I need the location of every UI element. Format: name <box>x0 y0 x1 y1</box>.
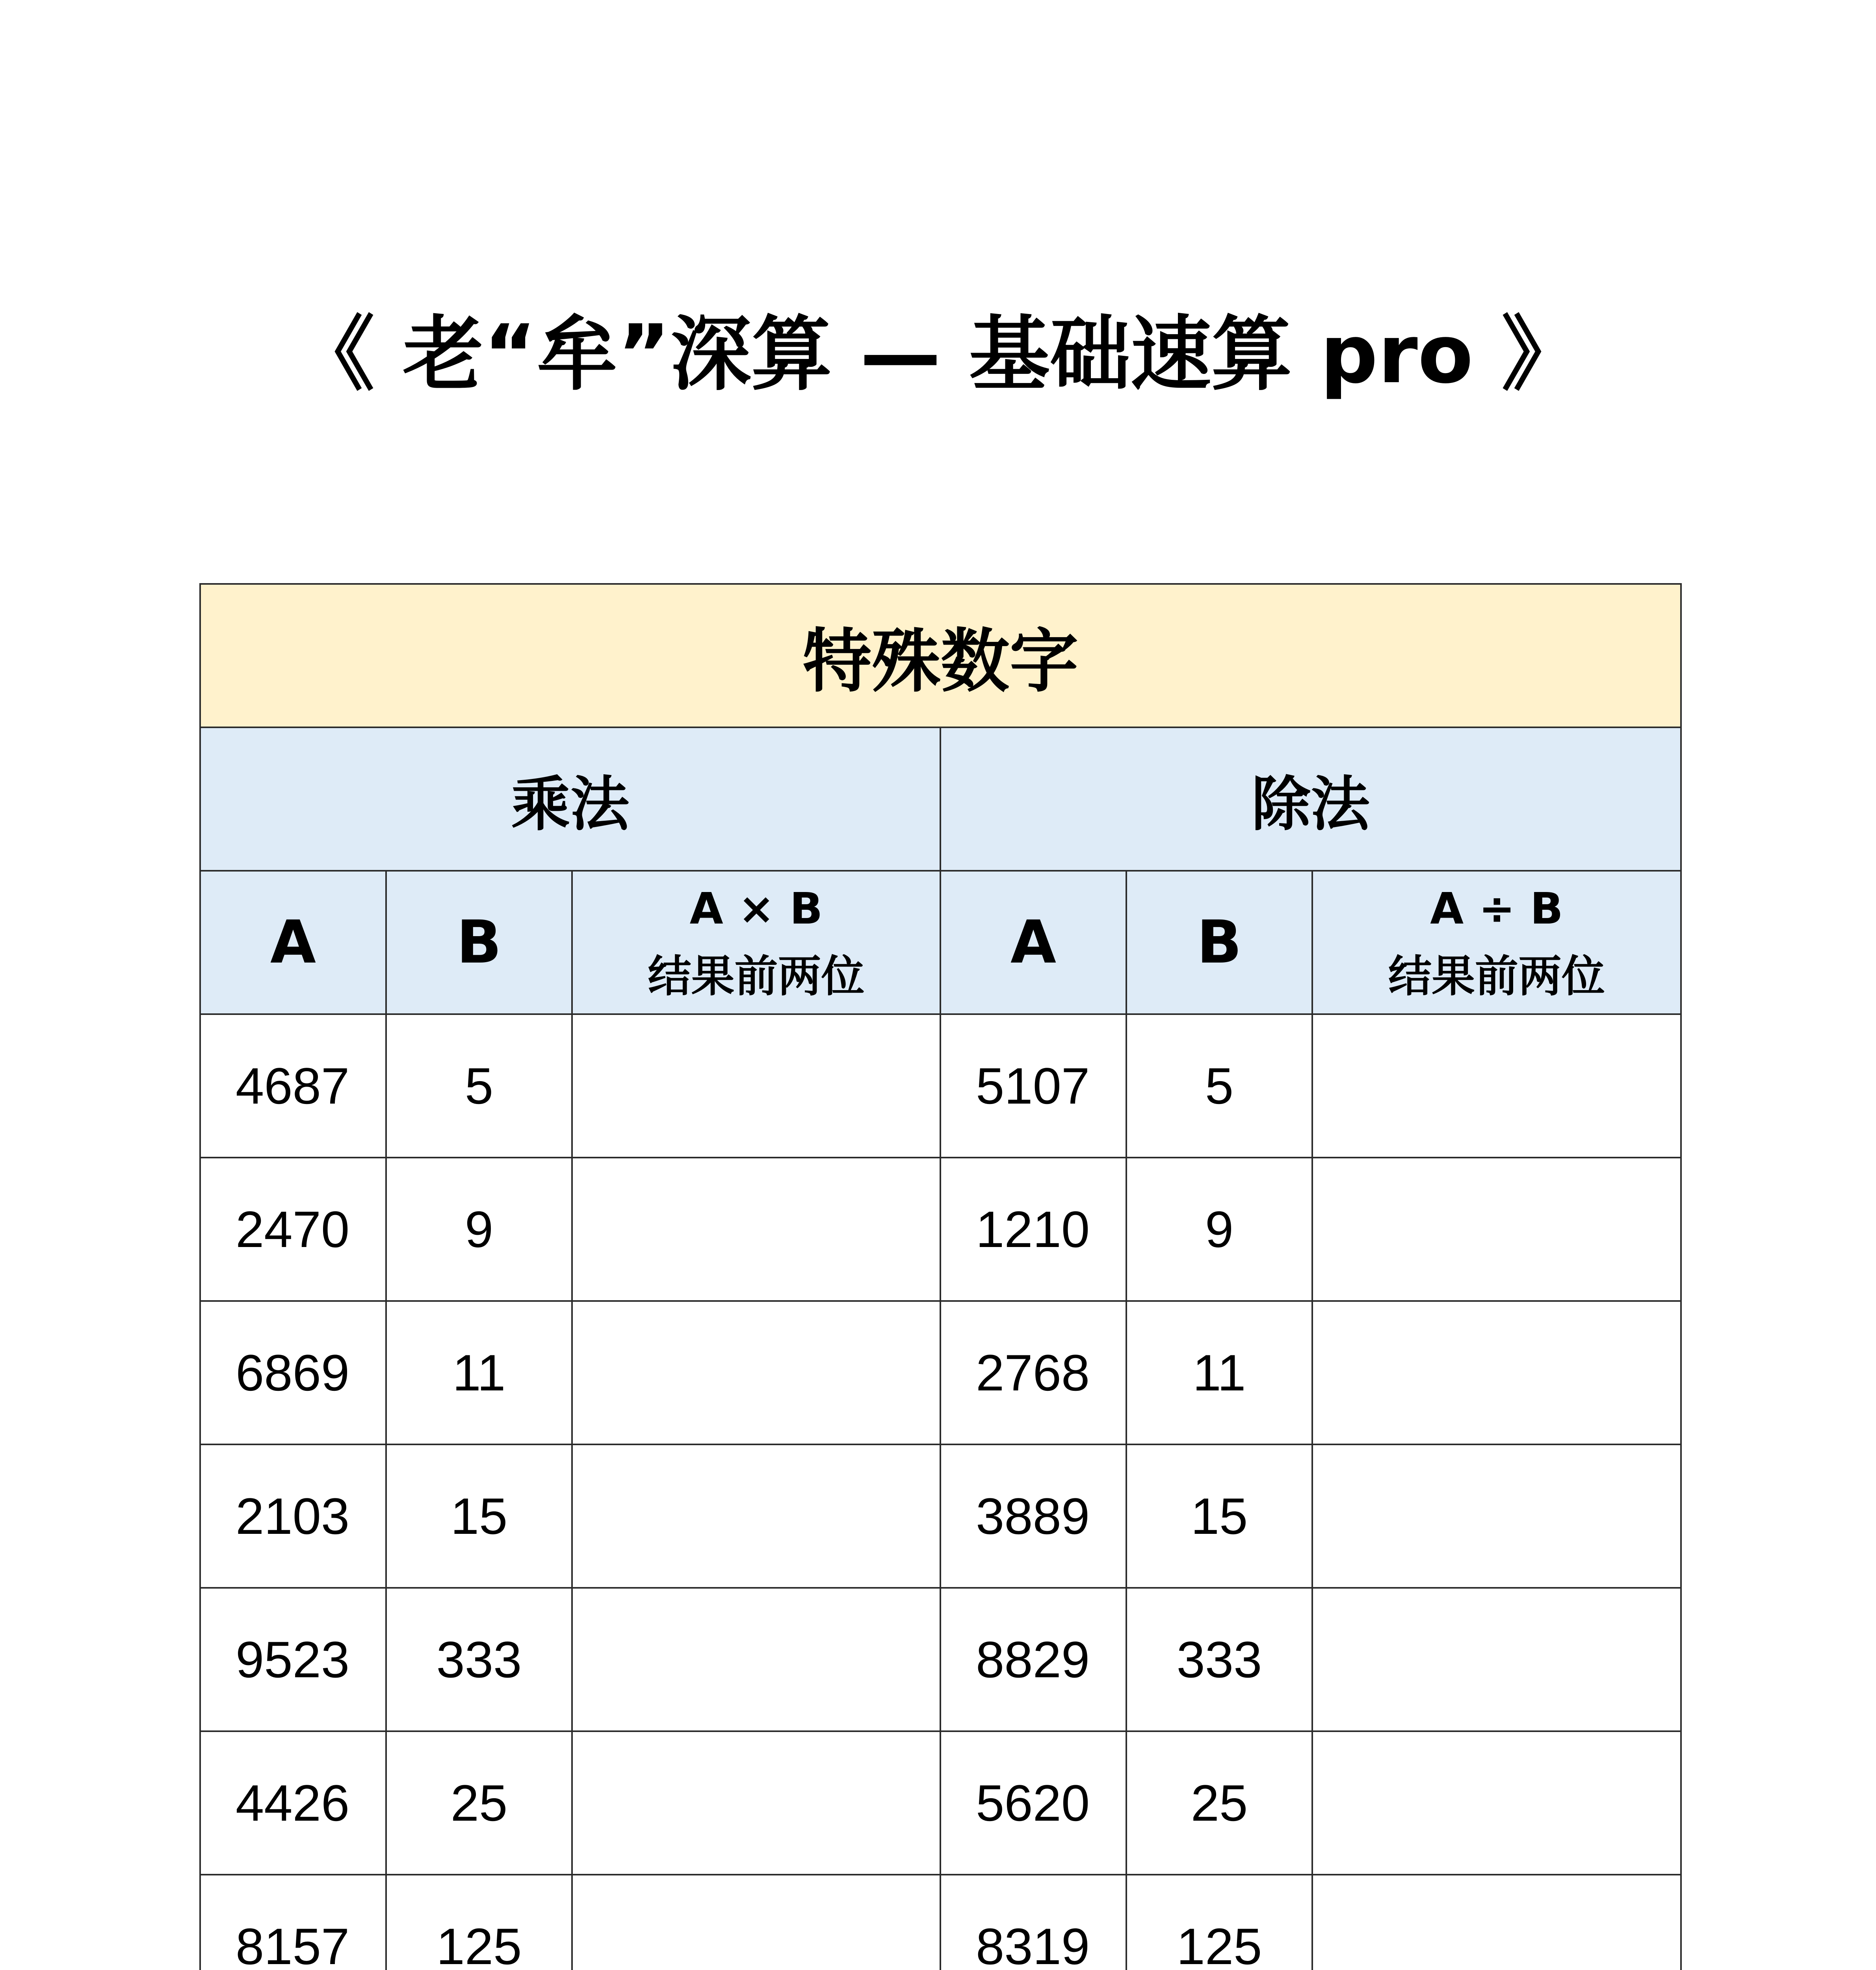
multiply-answer-cell[interactable] <box>572 1444 940 1588</box>
multiply-answer-cell[interactable] <box>572 1875 940 1970</box>
table-row <box>200 1014 1681 1158</box>
multiply-a-cell: 2470 <box>200 1158 386 1301</box>
multiply-a-cell: 4687 <box>200 1014 386 1158</box>
multiply-a-cell: 6869 <box>200 1301 386 1444</box>
divide-answer-cell[interactable] <box>1312 1301 1681 1444</box>
divide-b-cell: 25 <box>1126 1731 1312 1875</box>
multiply-a-cell: 9523 <box>200 1588 386 1731</box>
divide-b-cell: 125 <box>1126 1875 1312 1970</box>
page-title: 《 老“牟”深算 — 基础速算 pro 》 <box>294 308 1582 401</box>
worksheet-table <box>199 583 1682 1970</box>
divide-answer-cell[interactable] <box>1312 1014 1681 1158</box>
divide-a-cell: 8319 <box>940 1875 1126 1970</box>
multiply-b-cell: 25 <box>386 1731 572 1875</box>
table-row <box>200 1158 1681 1301</box>
divide-result-header-note: 结果前两位 <box>1388 951 1605 1002</box>
divide-a-cell: 2768 <box>940 1301 1126 1444</box>
divide-result-header-formula: A ÷ B <box>1430 883 1563 934</box>
banner-row <box>200 584 1681 727</box>
divide-a-cell: 3889 <box>940 1444 1126 1588</box>
divide-answer-cell[interactable] <box>1312 1588 1681 1731</box>
column-header-row <box>200 871 1681 1014</box>
table-row <box>200 1301 1681 1444</box>
multiply-col-b-header: B <box>386 871 572 1014</box>
table-row <box>200 1875 1681 1970</box>
multiply-result-header-formula: A × B <box>689 883 823 934</box>
multiply-a-cell: 8157 <box>200 1875 386 1970</box>
divide-answer-cell[interactable] <box>1312 1731 1681 1875</box>
table-row <box>200 1444 1681 1588</box>
multiply-result-header-note: 结果前两位 <box>648 951 865 1002</box>
multiply-col-a-header: A <box>200 871 386 1014</box>
divide-result-header <box>1312 871 1681 1014</box>
divide-b-cell: 15 <box>1126 1444 1312 1588</box>
divide-answer-cell[interactable] <box>1312 1444 1681 1588</box>
table-row <box>200 1731 1681 1875</box>
multiply-b-cell: 15 <box>386 1444 572 1588</box>
group-header-row <box>200 727 1681 871</box>
multiply-answer-cell[interactable] <box>572 1731 940 1875</box>
multiply-b-cell: 5 <box>386 1014 572 1158</box>
divide-group-header: 除法 <box>940 727 1681 871</box>
multiply-a-cell: 2103 <box>200 1444 386 1588</box>
divide-b-cell: 5 <box>1126 1014 1312 1158</box>
table-banner: 特殊数字 <box>200 584 1681 727</box>
divide-a-cell: 1210 <box>940 1158 1126 1301</box>
divide-answer-cell[interactable] <box>1312 1875 1681 1970</box>
multiply-answer-cell[interactable] <box>572 1588 940 1731</box>
multiply-b-cell: 333 <box>386 1588 572 1731</box>
multiply-answer-cell[interactable] <box>572 1014 940 1158</box>
divide-b-cell: 11 <box>1126 1301 1312 1444</box>
divide-answer-cell[interactable] <box>1312 1158 1681 1301</box>
divide-col-a-header: A <box>940 871 1126 1014</box>
multiply-b-cell: 125 <box>386 1875 572 1970</box>
multiply-answer-cell[interactable] <box>572 1158 940 1301</box>
divide-a-cell: 8829 <box>940 1588 1126 1731</box>
multiply-group-header: 乘法 <box>200 727 940 871</box>
divide-a-cell: 5107 <box>940 1014 1126 1158</box>
multiply-b-cell: 9 <box>386 1158 572 1301</box>
multiply-answer-cell[interactable] <box>572 1301 940 1444</box>
multiply-result-header <box>572 871 940 1014</box>
multiply-a-cell: 4426 <box>200 1731 386 1875</box>
divide-b-cell: 9 <box>1126 1158 1312 1301</box>
divide-col-b-header: B <box>1126 871 1312 1014</box>
table-row <box>200 1588 1681 1731</box>
divide-a-cell: 5620 <box>940 1731 1126 1875</box>
multiply-b-cell: 11 <box>386 1301 572 1444</box>
divide-b-cell: 333 <box>1126 1588 1312 1731</box>
